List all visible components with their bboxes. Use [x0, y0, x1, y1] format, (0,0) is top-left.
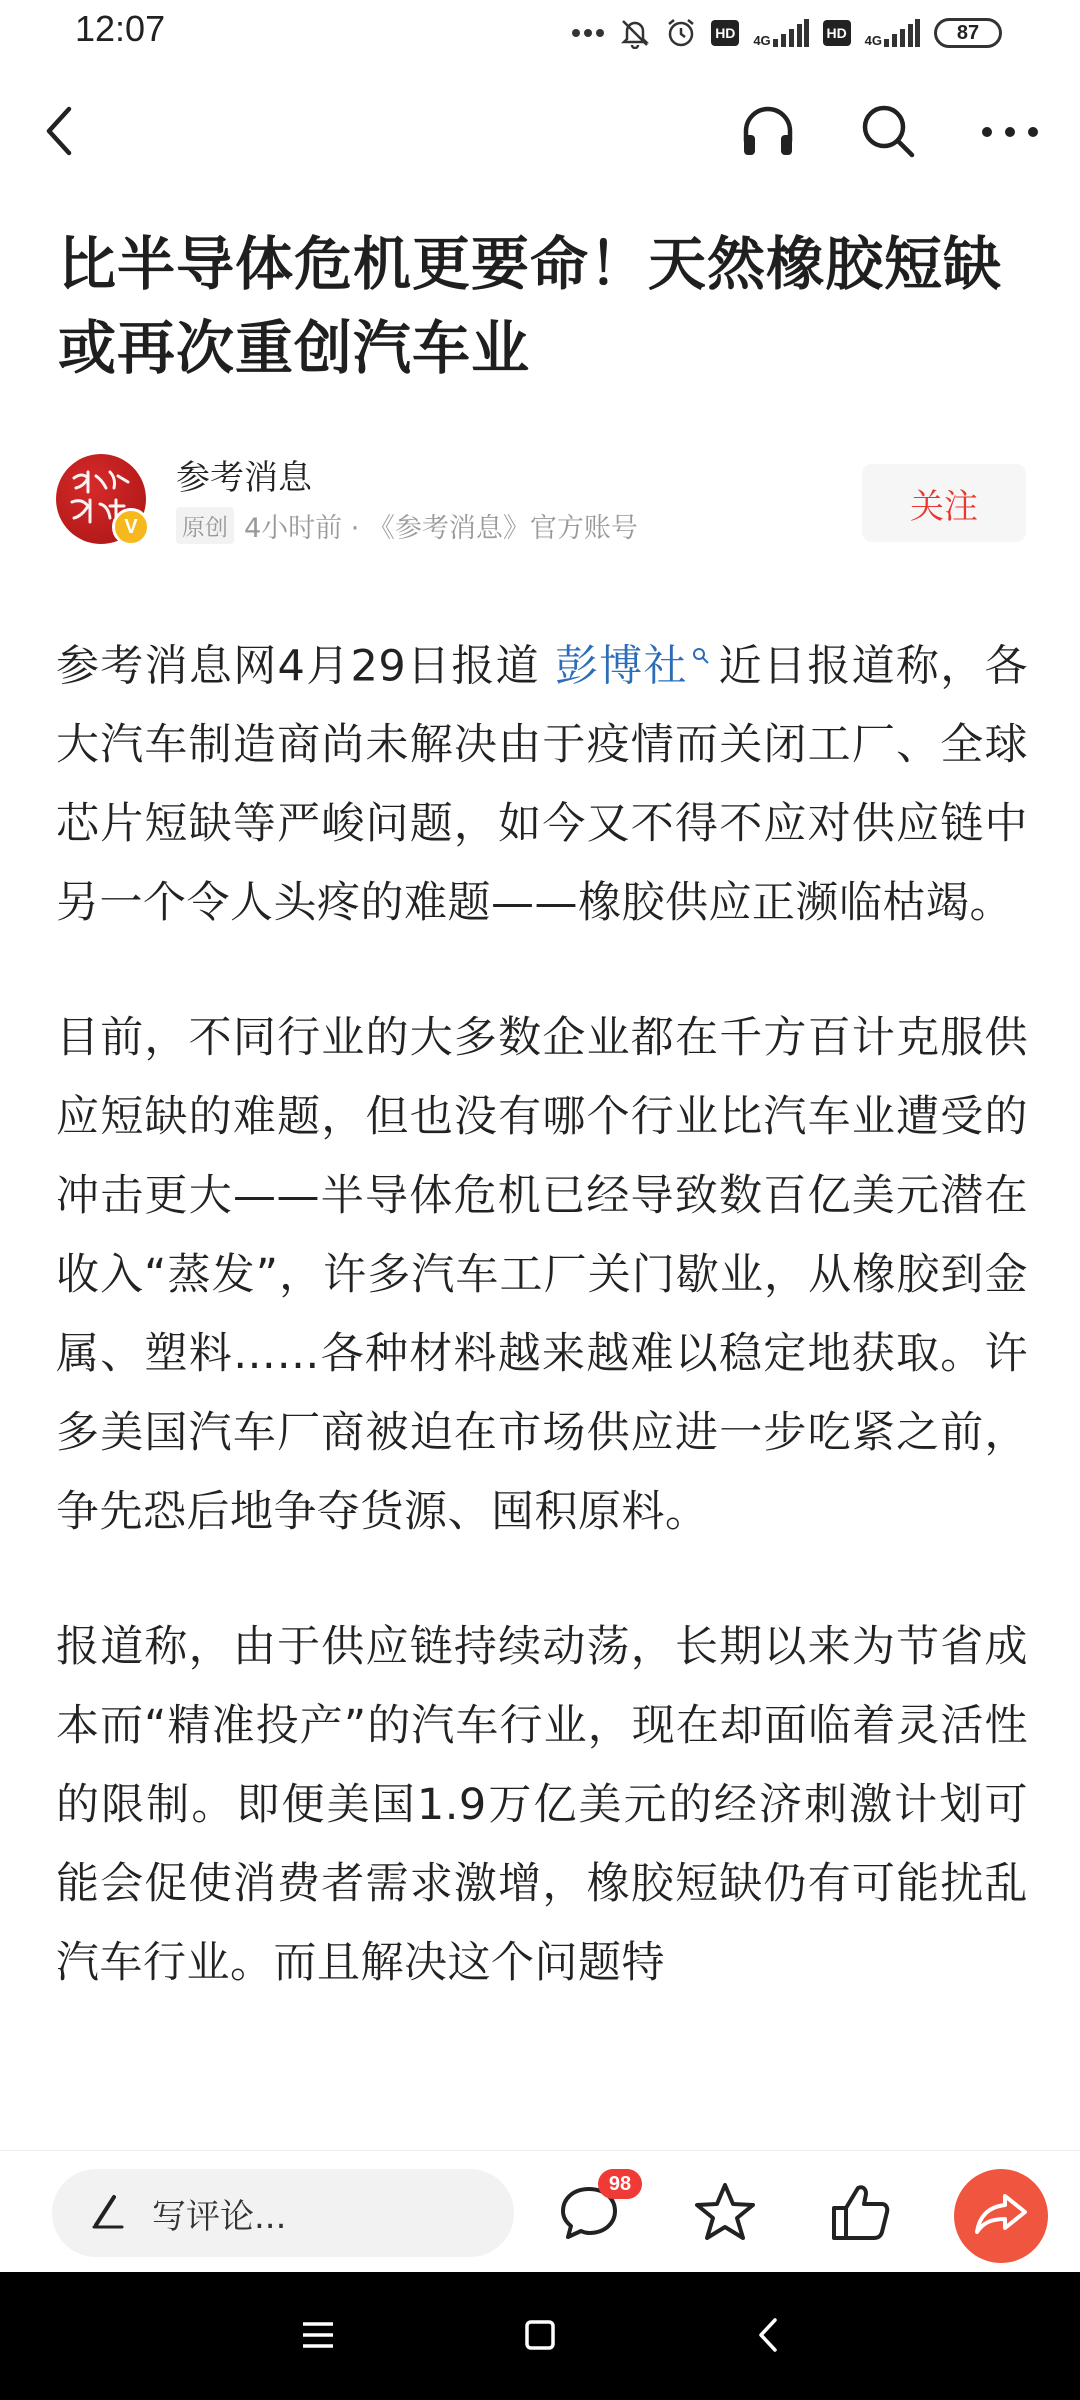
- more-icon: [980, 124, 1040, 143]
- pen-icon: [88, 2191, 128, 2235]
- comment-count-badge: 98: [598, 2169, 642, 2199]
- comments-button[interactable]: [550, 2172, 632, 2253]
- comment-input[interactable]: [52, 2169, 514, 2257]
- author-row: [56, 450, 1026, 550]
- paragraph: 目前，不同行业的大多数企业都在千方百计克服供应短缺的难题，但也没有哪个行业比汽车业遭受的冲击更大——半导体危机已经导致数百亿美元潜在收入“蒸发”，许多汽车工厂关门歇业，从橡胶到金属、塑料……各种材料越来越难以稳定地获取。许多美国汽车厂商被迫在市场供应进一步吃紧之前，争先恐后地争夺货源、囤积原料。: [56, 1013, 1028, 1538]
- bottom-action-bar: [0, 2150, 1080, 2273]
- system-back-icon: [756, 2317, 780, 2357]
- favorite-button[interactable]: [686, 2175, 764, 2253]
- mute-icon: [619, 17, 651, 49]
- back-icon: [39, 103, 79, 163]
- source-link[interactable]: 彭博社: [554, 641, 688, 692]
- article-body: [56, 612, 1028, 2059]
- paragraph: 报道称，由于供应链持续动荡，长期以来为节省成本而“精准投产”的汽车行业，现在却面临着灵活性的限制。即便美国1.9万亿美元的经济刺激计划可能会促使消费者需求激增，橡胶短缺仍有可能扰乱汽车行业。而且解决这个问题特: [56, 1622, 1028, 1989]
- thumbs-up-icon: [830, 2182, 892, 2246]
- link-search-icon[interactable]: [692, 612, 710, 691]
- like-button[interactable]: [822, 2175, 900, 2253]
- alarm-icon: [665, 17, 697, 49]
- star-icon: [693, 2181, 757, 2247]
- paragraph: [56, 612, 1028, 943]
- status-bar: [0, 0, 1080, 66]
- headphones-icon: [738, 101, 798, 165]
- signal-icon: 4G: [753, 19, 808, 47]
- system-home-button[interactable]: [505, 2302, 575, 2372]
- top-nav-bar: [0, 70, 1080, 190]
- battery-icon: 87: [934, 18, 1002, 48]
- publish-info: 4小时前 · 《参考消息》官方账号: [244, 513, 638, 544]
- article-title: 比半导体危机更要命！天然橡胶短缺或再次重创汽车业: [58, 230, 1003, 382]
- back-button[interactable]: [24, 98, 94, 168]
- author-meta: [176, 506, 638, 545]
- signal-icon: 4G: [865, 19, 920, 47]
- verified-badge-icon: V: [112, 508, 150, 546]
- listen-button[interactable]: [733, 98, 803, 168]
- system-nav-bar: [0, 2272, 1080, 2400]
- home-icon: [524, 2319, 556, 2355]
- more-dots-icon: [571, 28, 605, 38]
- more-button[interactable]: [975, 98, 1045, 168]
- paragraph-text: 参考消息网4月29日报道: [56, 641, 555, 692]
- comment-placeholder: 写评论...: [152, 2196, 287, 2237]
- system-back-button[interactable]: [733, 2302, 803, 2372]
- author-name[interactable]: 参考消息: [176, 458, 312, 498]
- status-icons: [571, 12, 1002, 54]
- original-tag: 原创: [176, 507, 234, 544]
- share-icon: [973, 2192, 1029, 2240]
- hd-icon: HD: [711, 20, 739, 46]
- search-icon: [858, 101, 918, 165]
- follow-button[interactable]: 关注: [862, 464, 1026, 542]
- status-time: 12:07: [75, 8, 166, 49]
- search-button[interactable]: [853, 98, 923, 168]
- hd-icon: HD: [823, 20, 851, 46]
- share-button[interactable]: [954, 2169, 1048, 2263]
- paragraph-text: 近日报道称，各大汽车制造商尚未解决由于疫情而关闭工厂、全球芯片短缺等严峻问题，如今又不得不应对供应链中另一个令人头疼的难题——橡胶供应正濒临枯竭。: [56, 641, 1029, 929]
- avatar[interactable]: [56, 454, 146, 544]
- menu-icon: [301, 2320, 335, 2354]
- system-menu-button[interactable]: [283, 2302, 353, 2372]
